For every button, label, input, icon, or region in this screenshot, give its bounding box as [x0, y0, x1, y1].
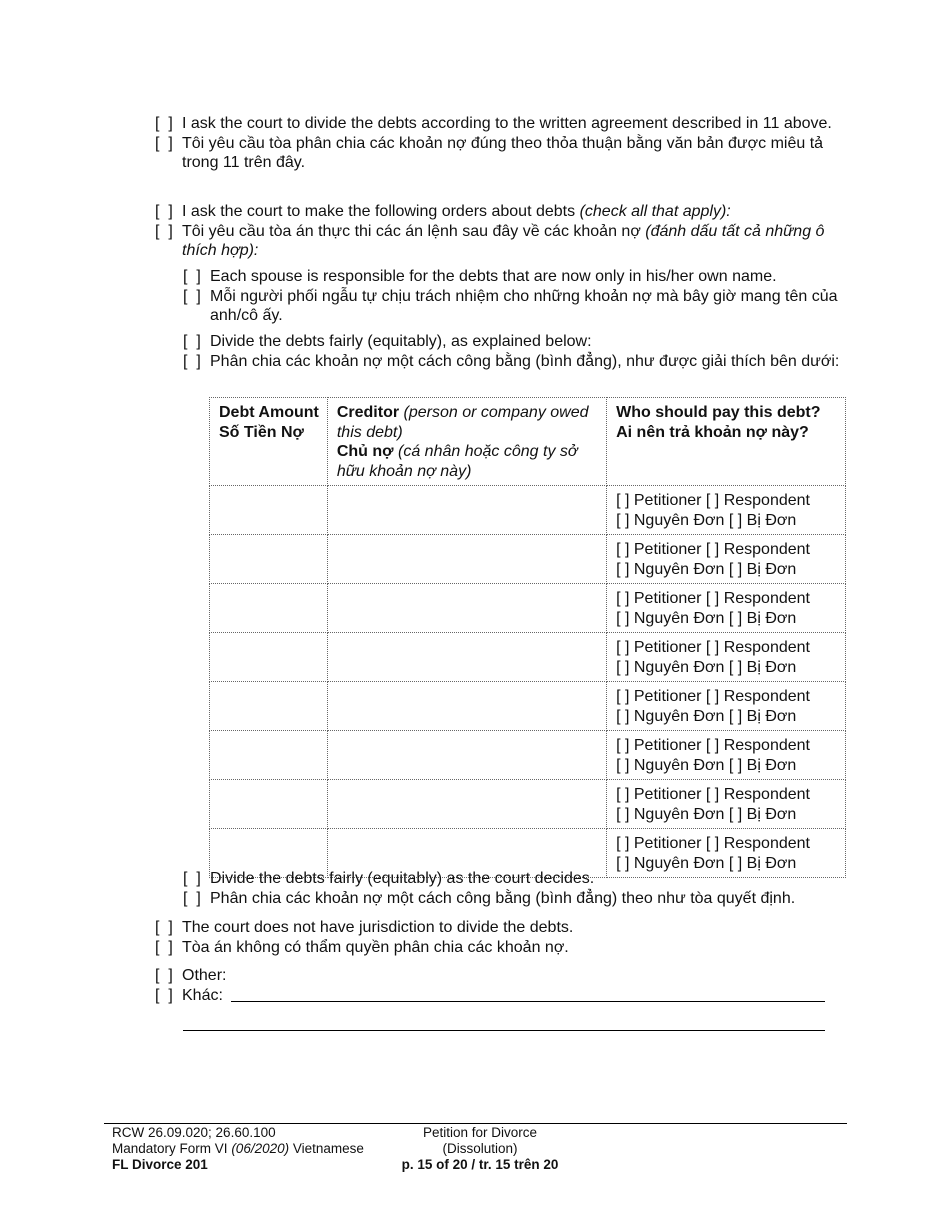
who-pays-cell[interactable]: [607, 731, 846, 780]
who-pays-vi[interactable]: [ ] Nguyên Đơn [ ] Bị Đơn: [616, 805, 797, 823]
creditor-cell[interactable]: [327, 682, 606, 731]
checkbox[interactable]: [ ]: [155, 919, 173, 936]
checkbox[interactable]: [ ]: [183, 333, 201, 350]
own-name-option: [183, 267, 845, 326]
who-pays-cell[interactable]: [607, 633, 846, 682]
who-pays-en[interactable]: [ ] Petitioner [ ] Respondent: [616, 786, 810, 803]
creditor-cell[interactable]: [327, 584, 606, 633]
no-jurisdiction-option: [155, 918, 845, 957]
own-name-text-vi: Mỗi người phối ngẫu tự chịu trách nhiệm cho những khoản nợ mà bây giờ mang tên của anh/cô ấy.: [210, 287, 838, 324]
no-jurisdiction-text-vi: Tòa án không có thẩm quyền phân chia các khoản nợ.: [182, 938, 569, 956]
who-pays-en[interactable]: [ ] Petitioner [ ] Respondent: [616, 492, 810, 509]
who-pays-en[interactable]: [ ] Petitioner [ ] Respondent: [616, 688, 810, 705]
debts-table: [209, 397, 846, 878]
who-pays-vi[interactable]: [ ] Nguyên Đơn [ ] Bị Đơn: [616, 854, 797, 872]
table-row: [210, 682, 846, 731]
who-pays-vi[interactable]: [ ] Nguyên Đơn [ ] Bị Đơn: [616, 609, 797, 627]
footer-form-id: FL Divorce 201: [112, 1157, 208, 1172]
who-pays-en[interactable]: [ ] Petitioner [ ] Respondent: [616, 737, 810, 754]
footer-title-1: Petition for Divorce: [422, 1125, 538, 1140]
creditor-header: Creditor (person or company owed this debt) Chủ nợ (cá nhân hoặc công ty sở hữu khoản nợ này): [327, 398, 606, 486]
fair-below-option: [183, 332, 845, 371]
who-pays-en[interactable]: [ ] Petitioner [ ] Respondent: [616, 590, 810, 607]
table-row: [210, 584, 846, 633]
footer-statute: RCW 26.09.020; 26.60.100: [112, 1125, 276, 1140]
checkbox[interactable]: [ ]: [155, 115, 173, 132]
fair-court-text-en: Divide the debts fairly (equitably) as the court decides.: [210, 870, 595, 887]
table-row: [210, 780, 846, 829]
who-pays-cell[interactable]: [607, 584, 846, 633]
table-header: [210, 398, 846, 486]
who-pays-en[interactable]: [ ] Petitioner [ ] Respondent: [616, 639, 810, 656]
orders-text-vi: Tôi yêu cầu tòa án thực thi các án lệnh sau đây về các khoản nợ: [182, 222, 641, 240]
other-label-vi: Khác:: [182, 986, 223, 1004]
footer-center: [380, 1125, 580, 1173]
checkbox[interactable]: [ ]: [155, 938, 173, 956]
checkbox[interactable]: [ ]: [183, 268, 201, 285]
orders-option: [155, 202, 845, 261]
who-pays-en[interactable]: [ ] Petitioner [ ] Respondent: [616, 835, 810, 852]
fair-below-text-vi: Phân chia các khoản nợ một cách công bằng (bình đẳng), như được giải thích bên dưới:: [210, 352, 840, 370]
who-pays-vi[interactable]: [ ] Nguyên Đơn [ ] Bị Đơn: [616, 707, 797, 725]
who-pays-cell[interactable]: [607, 682, 846, 731]
footer-divider: [104, 1123, 847, 1124]
debt-amount-cell[interactable]: [210, 535, 328, 584]
no-jurisdiction-text-en: The court does not have jurisdiction to divide the debts.: [182, 919, 574, 936]
table-row: [210, 731, 846, 780]
orders-note-vi: (đánh dấu tất cả những ô thích hợp):: [182, 222, 825, 259]
agreement-text-vi: Tôi yêu cầu tòa phân chia các khoản nợ đúng theo thỏa thuận bằng văn bản được miêu tả trong 11 trên đây.: [182, 134, 824, 171]
checkbox[interactable]: [ ]: [183, 870, 201, 887]
other-entry-line-1[interactable]: [231, 1001, 825, 1002]
who-pays-vi[interactable]: [ ] Nguyên Đơn [ ] Bị Đơn: [616, 756, 797, 774]
who-pays-header: Who should pay this debt? Ai nên trả khoản nợ này?: [607, 398, 846, 486]
footer-title-2: (Dissolution): [442, 1141, 518, 1156]
debt-amount-cell[interactable]: [210, 682, 328, 731]
other-entry-line-2[interactable]: [183, 1030, 825, 1031]
agreement-option: [155, 114, 845, 173]
footer-form: Mandatory Form VI (06/2020) Vietnamese: [112, 1141, 364, 1156]
creditor-cell[interactable]: [327, 486, 606, 535]
checkbox[interactable]: [ ]: [155, 967, 173, 984]
checkbox[interactable]: [ ]: [155, 222, 173, 240]
table-row: [210, 486, 846, 535]
checkbox[interactable]: [ ]: [183, 287, 201, 305]
fair-court-text-vi: Phân chia các khoản nợ một cách công bằng (bình đẳng) theo như tòa quyết định.: [210, 889, 796, 907]
debt-amount-cell[interactable]: [210, 633, 328, 682]
orders-note-en: (check all that apply):: [579, 203, 731, 220]
orders-text-en: I ask the court to make the following orders about debts: [182, 203, 576, 220]
checkbox[interactable]: [ ]: [155, 134, 173, 152]
who-pays-vi[interactable]: [ ] Nguyên Đơn [ ] Bị Đơn: [616, 658, 797, 676]
creditor-cell[interactable]: [327, 633, 606, 682]
table-row: [210, 535, 846, 584]
debt-amount-cell[interactable]: [210, 486, 328, 535]
checkbox[interactable]: [ ]: [183, 352, 201, 370]
who-pays-vi[interactable]: [ ] Nguyên Đơn [ ] Bị Đơn: [616, 560, 797, 578]
who-pays-en[interactable]: [ ] Petitioner [ ] Respondent: [616, 541, 810, 558]
who-pays-vi[interactable]: [ ] Nguyên Đơn [ ] Bị Đơn: [616, 511, 797, 529]
fair-court-option: [183, 869, 845, 908]
table-row: [210, 633, 846, 682]
fair-below-text-en: Divide the debts fairly (equitably), as explained below:: [210, 333, 592, 350]
checkbox[interactable]: [ ]: [155, 203, 173, 220]
who-pays-cell[interactable]: [607, 780, 846, 829]
debt-amount-cell[interactable]: [210, 780, 328, 829]
other-option: [155, 966, 845, 1005]
checkbox[interactable]: [ ]: [155, 986, 173, 1004]
debt-amount-cell[interactable]: [210, 584, 328, 633]
creditor-cell[interactable]: [327, 780, 606, 829]
agreement-text-en: I ask the court to divide the debts according to the written agreement described in 11 above.: [182, 115, 832, 132]
creditor-cell[interactable]: [327, 535, 606, 584]
other-label-en: Other:: [182, 967, 227, 984]
footer-page: p. 15 of 20 / tr. 15 trên 20: [401, 1157, 559, 1172]
who-pays-cell[interactable]: [607, 535, 846, 584]
who-pays-cell[interactable]: [607, 486, 846, 535]
checkbox[interactable]: [ ]: [183, 889, 201, 907]
own-name-text-en: Each spouse is responsible for the debts that are now only in his/her own name.: [210, 268, 777, 285]
debt-amount-cell[interactable]: [210, 731, 328, 780]
debt-amount-header: Debt Amount Số Tiền Nợ: [210, 398, 328, 486]
footer-left: [112, 1125, 364, 1173]
creditor-cell[interactable]: [327, 731, 606, 780]
